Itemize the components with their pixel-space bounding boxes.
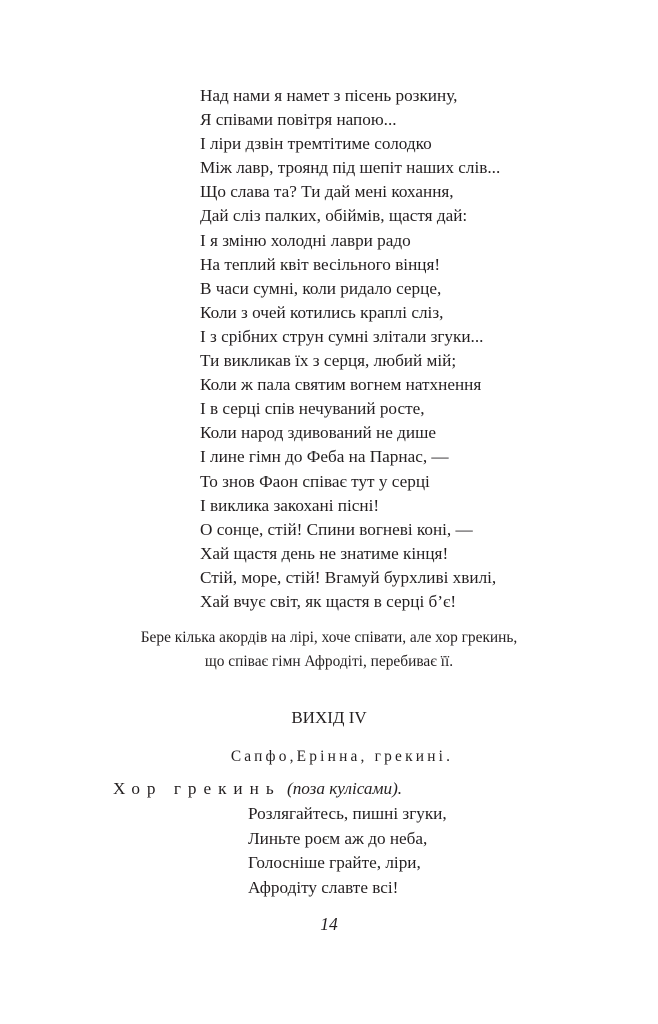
poem-line: Ти викликав їх з серця, любий мій;	[200, 351, 457, 371]
speaker-direction: (поза кулісами).	[286, 779, 403, 798]
poem-line: Коли народ здивований не дише	[200, 423, 436, 443]
poem-line: В часи сумні, коли ридало серце,	[200, 278, 442, 298]
chorus-verse	[248, 802, 447, 900]
chorus-line: Линьте роєм аж до неба,	[248, 828, 428, 848]
stage-direction	[0, 626, 658, 674]
poem-line: Між лавр, троянд під шепіт наших слів...	[200, 158, 501, 178]
stage-direction-line: що співає гімн Афродіті, перебиває її.	[204, 653, 454, 670]
poem-line: На теплий квіт весільного вінця!	[200, 254, 441, 274]
chorus-line: Голосніше грайте, ліри,	[248, 853, 421, 872]
poem-line: Дай сліз палких, обіймів, щастя дай:	[200, 206, 468, 226]
poem-line: Що слава та? Ти дай мені кохання,	[200, 182, 454, 202]
poem-line: Стій, море, стій! Вгамуй бурхливі хвилі,	[200, 567, 497, 587]
chorus-line: Афродіту славте всі!	[248, 877, 399, 897]
poem-stanza	[200, 84, 620, 614]
poem-line: Коли з очей котились краплі сліз,	[200, 302, 444, 322]
poem-line: Хай щастя день не знатиме кінця!	[200, 543, 449, 563]
stage-direction-line: Бере кілька акордів на лірі, хоче співати, але хор грекинь,	[140, 629, 518, 646]
scene-characters: Сапфо,Ерінна, грекині.	[230, 748, 454, 765]
speaker-line	[113, 778, 402, 800]
poem-line: То знов Фаон співає тут у серці	[200, 471, 430, 491]
page-number: 14	[320, 914, 338, 934]
poem-line: Я співами повітря напою...	[200, 110, 397, 130]
scene-heading: ВИХІД IV	[291, 708, 367, 727]
poem-line: О сонце, стій! Спини вогневі коні, —	[200, 519, 473, 539]
poem-line: Над нами я намет з пісень розкину,	[200, 86, 458, 105]
speaker-name: Хор грекинь	[113, 779, 281, 798]
poem-line: І ліри дзвін тремтітиме солодко	[200, 134, 432, 154]
chorus-line: Розлягайтесь, пишні згуки,	[248, 804, 447, 823]
poem-line: І виклика закохані пісні!	[200, 495, 380, 515]
poem-line: Коли ж пала святим вогнем натхнення	[200, 375, 482, 395]
poem-line: І в серці спів нечуваний росте,	[200, 399, 425, 419]
poem-line: І лине гімн до Феба на Парнас, —	[200, 447, 449, 467]
poem-line: І я зміню холодні лаври радо	[200, 230, 411, 250]
poem-line: Хай вчує світ, як щастя в серці б’є!	[200, 591, 457, 611]
poem-line: І з срібних струн сумні злітали згуки...	[200, 326, 484, 346]
